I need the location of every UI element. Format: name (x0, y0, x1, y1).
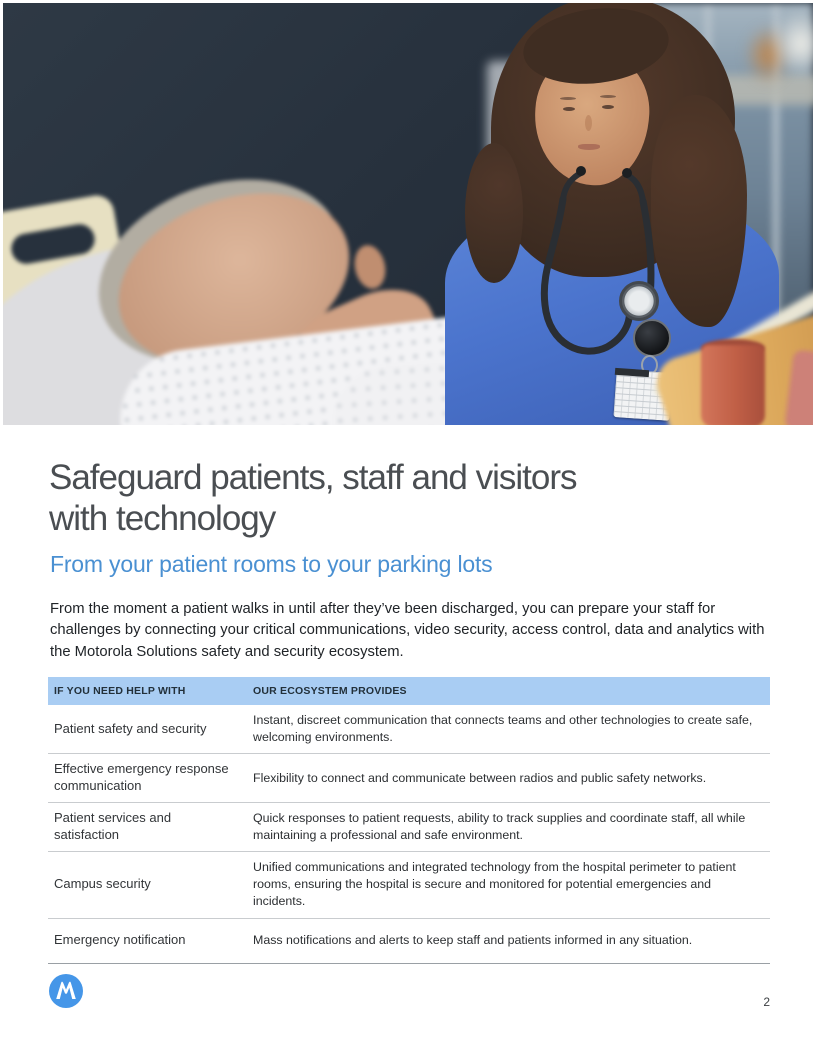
table-header-need: IF YOU NEED HELP WITH (54, 685, 186, 697)
badge-reel (633, 319, 671, 357)
page-number: 2 (763, 995, 770, 1009)
provides-cell: Flexibility to connect and communicate between radios and public safety networks. (253, 770, 707, 785)
page-subtitle: From your patient rooms to your parking lots (50, 551, 493, 577)
need-cell: Patient services and satisfaction (54, 810, 172, 843)
page-title (49, 458, 749, 540)
need-cell: Campus security (54, 876, 151, 892)
page-title-line1: Safeguard patients, staff and visitors (49, 458, 577, 497)
provides-cell: Unified communications and integrated technology from the hospital perimeter to patient rooms, ensuring the hospital is secure and monitored for potential emergencies and incidents. (253, 860, 736, 909)
table-header-row (48, 677, 770, 705)
provides-cell: Instant, discreet communication that connects teams and other technologies to create safe, welcoming environments. (253, 713, 753, 745)
table-row (48, 852, 770, 918)
ecosystem-table (48, 677, 770, 964)
table-header-provides: OUR ECOSYSTEM PROVIDES (253, 685, 407, 697)
table-row (48, 919, 770, 964)
provides-cell: Quick responses to patient requests, ability to track supplies and coordinate staff, all while maintaining a professional and safe environment. (253, 811, 746, 843)
need-cell: Emergency notification (54, 932, 186, 948)
page-title-line2: with technology (49, 498, 276, 538)
gauge (619, 281, 659, 321)
intro-paragraph: From the moment a patient walks in until after they’ve been discharged, you can prepare your staff for challenges by connecting your critical communications, video security, access control, data and analytics with the Motorola Solutions safety and security ecosystem. (50, 601, 765, 660)
need-cell: Effective emergency response communication (54, 761, 229, 794)
table-row (48, 754, 770, 803)
cup (701, 345, 765, 425)
need-cell: Patient safety and security (54, 720, 207, 736)
table-row (48, 803, 770, 852)
motorola-logo-icon (48, 973, 84, 1009)
hero-photo (3, 3, 813, 425)
table-row (48, 705, 770, 754)
provides-cell: Mass notifications and alerts to keep staff and patients informed in any situation. (253, 932, 693, 947)
